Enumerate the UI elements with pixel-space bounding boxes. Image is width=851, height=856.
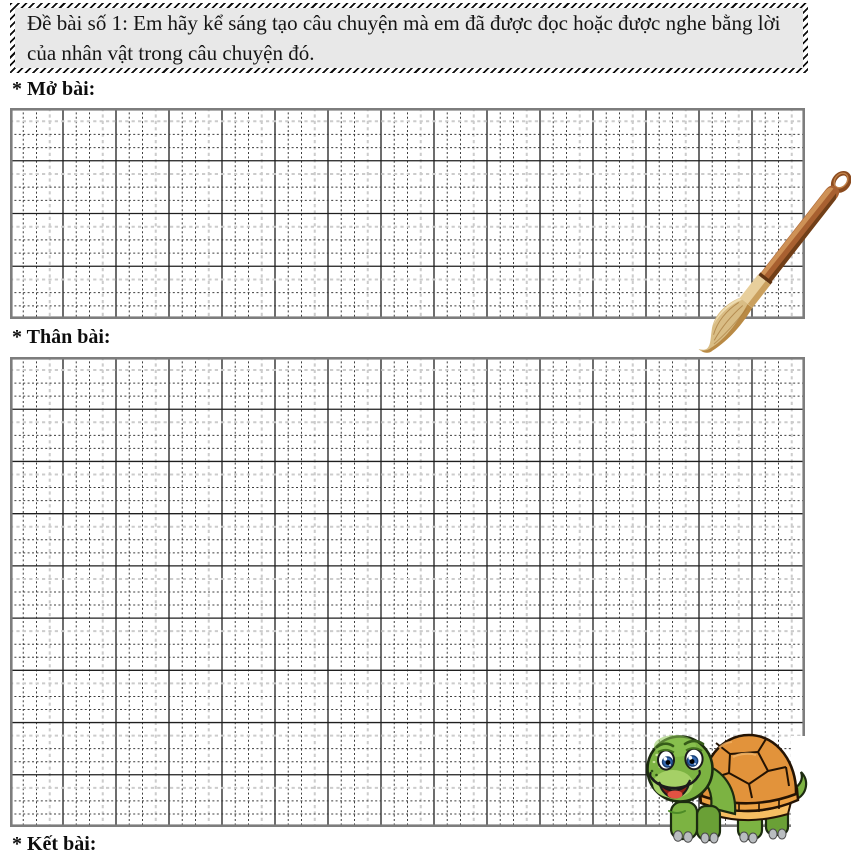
- turtle-illustration: [645, 722, 820, 841]
- section-label-opening: * Mở bài:: [12, 78, 96, 100]
- prompt-text: Đề bài số 1: Em hãy kể sáng tạo câu chuyện mà em đã được đọc hoặc được nghe bằng lời của nhân vật trong câu chuyện đó.: [27, 11, 781, 65]
- section-label-closing: * Kết bài:: [12, 833, 97, 855]
- brush-handle: [760, 183, 842, 283]
- prompt-box-inner: [15, 8, 803, 68]
- calligraphy-brush-illustration: [678, 172, 851, 357]
- prompt-box: [10, 3, 808, 73]
- section-label-body: * Thân bài:: [12, 326, 111, 348]
